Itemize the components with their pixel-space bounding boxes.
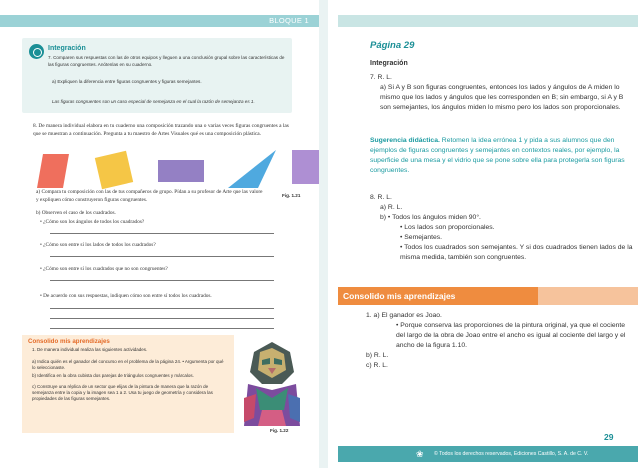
integracion-heading: Integración — [370, 60, 408, 67]
question-8a: a) Compara tu composición con las de tus compañeros de grupo. Pídan a su profesor de Arte que las valore y expliquen cómo construyeron figuras congruentes. — [36, 189, 263, 203]
page-number-right: 29 — [604, 432, 614, 442]
list-item: • Todos los cuadrados son semejantes. Y si dos cuadrados tienen lados de la misma medida, también son congruentes. — [400, 244, 633, 261]
answer-line[interactable] — [50, 233, 274, 234]
integracion-question-7a: a) Expliquen la diferencia entre figuras congruentes y figuras semejantes. — [52, 79, 202, 84]
list-item: • Los lados son proporcionales. — [400, 224, 495, 231]
top-bar — [0, 15, 319, 27]
shape-triangle — [228, 150, 276, 188]
integracion-title: Integración — [48, 45, 86, 52]
figure-label-121: Fig. 1.21 — [282, 193, 301, 198]
shape-tilted-square — [95, 151, 133, 189]
page-reference: Página 29 — [370, 40, 415, 51]
shape-rectangle — [158, 160, 204, 182]
right-page — [338, 0, 638, 468]
consolido-line: b) Identifica en la obra cubista dos parejas de triángulos congruentes y márcalos. — [32, 373, 194, 378]
integracion-icon — [29, 44, 44, 59]
bullet-question: • ¿Cómo son entre sí los cuadrados que no son congruentes? — [40, 266, 168, 272]
list-item: a) R. L. — [380, 204, 403, 211]
consolido-answers — [366, 311, 628, 371]
list-item: • Semejantes. — [400, 234, 443, 241]
consolido-banner — [338, 287, 638, 305]
list-item: 1. a) El ganador es Joao. — [366, 312, 442, 319]
answer-line[interactable] — [50, 280, 274, 281]
list-item: b) • Todos los ángulos miden 90°. — [380, 214, 481, 221]
answer-8: 8. R. L. — [370, 194, 392, 201]
sugerencia-label: Sugerencia didáctica. — [370, 137, 440, 144]
list-item: b) R. L. — [366, 352, 389, 359]
list-item: • Porque conserva las proporciones de la pintura original, ya que el cociente del largo de la obra de Joao entre el ancho es igual al cociente del largo y el ancho de la figura 1.10. — [396, 322, 626, 349]
page-spine — [319, 0, 328, 468]
cubist-portrait-image — [242, 338, 302, 426]
consolido-line: c) Construye una réplica de un sector que elijas de la pintura de manera que la razón de semejanza entre la copia y la imagen sea 1 a 2. Usa tu juego de geometría y considera las propiedades de las figuras semejantes. — [32, 384, 213, 402]
bloque-label: BLOQUE 1 — [269, 16, 309, 25]
answer-7: 7. R. L. — [370, 74, 392, 81]
answer-line[interactable] — [50, 328, 274, 329]
bullet-question: • De acuerdo con sus respuestas, indiquen cómo son entre sí todos los cuadrados. — [40, 293, 212, 299]
sugerencia-didactica — [370, 136, 628, 176]
shape-parallelogram — [37, 154, 69, 188]
answer-7a: a) Si A y B son figuras congruentes, entonces los lados y ángulos de A miden lo mismo que los lados y ángulos que les corresponden en B; sin embargo, si A y B son semejantes, los ángulos miden lo mismo pero los lados son proporcionales. — [380, 84, 624, 111]
footer-bar — [338, 446, 638, 462]
consolido-title: Consolido mis aprendizajes — [28, 338, 110, 345]
bullet-question: • ¿Cómo son entre sí los lados de todos los cuadrados? — [40, 242, 156, 248]
integracion-box — [22, 38, 292, 113]
answer-line[interactable] — [50, 308, 274, 309]
integracion-question-7: 7. Comparen sus respuestas con las de otros equipos y lleguen a una conclusión grupal sobre las características de las figuras congruentes. Anótenlas en su cuaderno. — [48, 55, 285, 67]
consolido-line: a) Indica quién es el ganador del concurso en el problema de la página 24. • Argumenta por qué lo seleccionaste. — [32, 359, 224, 371]
question-8b: b) Observen el caso de los cuadrados. — [36, 210, 116, 216]
question-8: 8. De manera individual elabora en tu cuaderno una composición trazando una o varias veces figuras congruentes a las que se muestran a continuación. Pregunta a tu maestro de Artes Visuales qué es una composición plástica. — [33, 123, 289, 137]
sugerencia-text: Retomen la idea errónea 1 y pida a sus alumnos que den ejemplos de figuras congruentes y semejantes en contextos reales, por ejemplo, la superficie de una mesa y el vidrio que se pone sobre ella para protegerla son figuras congruentes. — [370, 137, 625, 174]
integracion-note: Las figuras congruentes son un caso especial de semejanza en el cual la razón de semejanza es 1. — [52, 99, 255, 104]
answer-line[interactable] — [50, 318, 274, 319]
copyright-text: © Todos los derechos reservados, Ediciones Castillo, S. A. de C. V. — [434, 451, 589, 457]
bullet-question: • ¿Cómo son los ángulos de todos los cuadrados? — [40, 219, 145, 225]
consolido-banner-title: Consolido mis aprendizajes — [343, 291, 456, 301]
consolido-line: 1. De manera individual realiza las siguientes actividades. — [32, 347, 148, 352]
publisher-logo-icon: ❀ — [416, 449, 424, 459]
answer-line[interactable] — [50, 256, 274, 257]
right-header-bar — [338, 15, 638, 27]
answer-8-list — [380, 203, 634, 263]
list-item: c) R. L. — [366, 362, 388, 369]
consolido-box — [22, 335, 234, 433]
figure-label-122: Fig. 1.22 — [270, 428, 289, 433]
